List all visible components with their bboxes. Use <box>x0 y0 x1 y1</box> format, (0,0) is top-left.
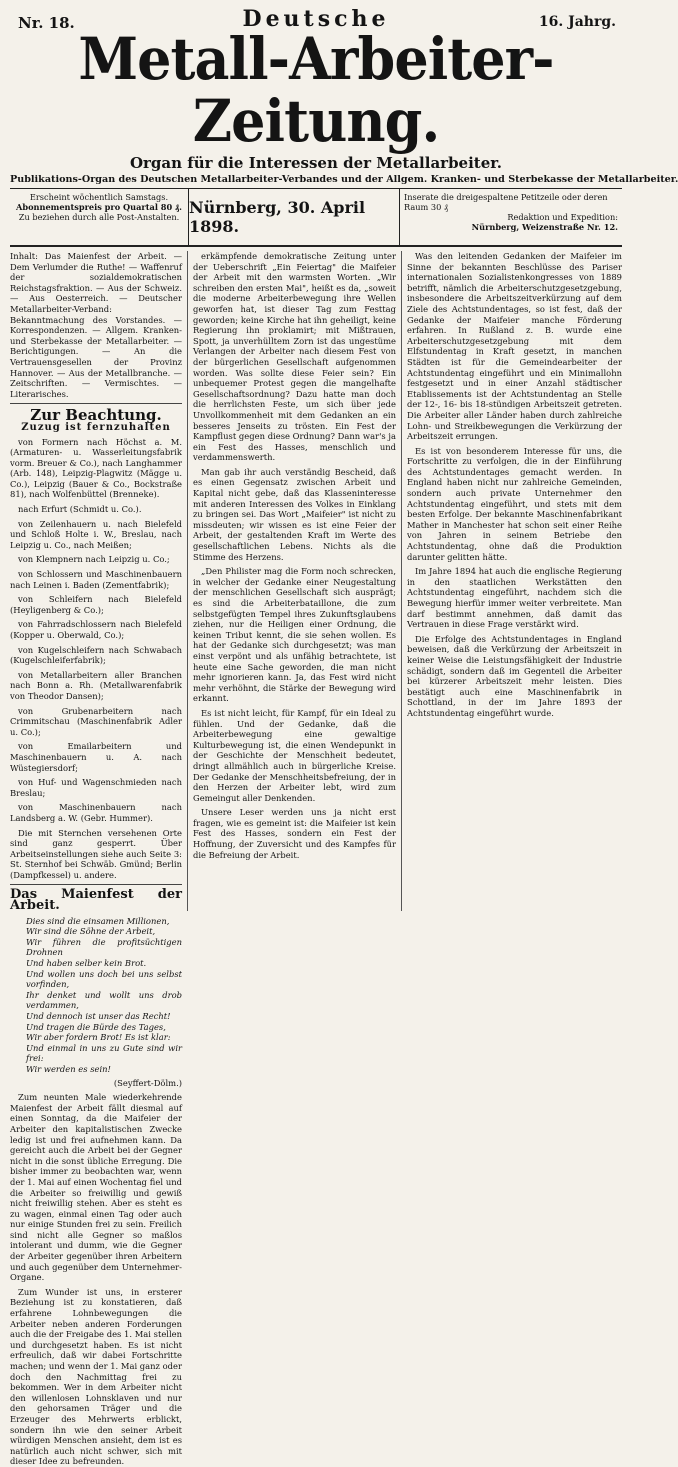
poem-line: Und dennoch ist unser das Recht! <box>26 1011 171 1021</box>
subscription-info <box>10 189 189 245</box>
notice-item: von Metallarbeitern aller Branchen nach Bonn a. Rh. (Metallwarenfabrik von Theodor Dansen); <box>10 669 182 701</box>
article-paragraph: Es ist von besonderem Interesse für uns, die Fortschritte zu verfolgen, die in der Einführung des Achtstundentages gemacht werden. In England haben nicht nur zahlreiche Gemeinden, sondern auch private Unternehmer den Achtstundentag eingeführt, und stets mit dem besten Erfolge. Der bekannte Maschinenfabrikant Mather in Manchester hat schon seit einer Reihe von Jahren in seinem Betriebe den Achtstundentag, ohne daß die Produktion darunter gelitten hätte. <box>407 445 622 562</box>
article-paragraph: Was den leitenden Gedanken der Maifeier im Sinne der bekannten Beschlüsse des Pariser internationalen Sozialistenkongresses von 1889 betrifft, nämlich die Arbeiterschutzgesetzgebung, insbesondere die Arbeitszeitverkürzung auf dem Ziele des Achtstundentages, so ist fest, daß der Gedanke der Maifeier manche Förderung erfahren. In Rußland z. B. wurde eine Arbeiterschutzgesetzgebung mit dem Elfstundentag in Kraft gesetzt, in manchen Städten ist für die Gemeindearbeiter der Achtstundentag eingeführt und ein Minimallohn festgesetzt und in einer Anzahl städtischer Etablissements ist der Achtstundentag an Stelle der 12-, 16- bis 18-stündigen Arbeitszeit getreten. Die Arbeiter aller Länder haben durch zahlreiche Lohn- und Streikbewegungen die Verkürzung der Arbeitszeit errungen. <box>407 251 622 442</box>
article-paragraph: erkämpfende demokratische Zeitung unter der Ueberschrift „Ein Feiertag" die Maifeier der Arbeit mit den warmsten Worten. „Wir schreiben den ersten Mai", heißt es da, „soweit die moderne Arbeiterbewegung ihre Wellen geworfen hat, ist dieser Tag zum Festtag geworden; keine Kirche hat ihn geheiligt, keine Regierung ihn proklamirt; mit Mißtrauen, Spott, ja unverhülltem Zorn ist das ungestüme Verlangen der Arbeiter nach diesem Fest von der bürgerlichen Gesellschaft aufgenommen worden. Was sollte diese Feier sein? Ein unbequemer Protest gegen die mangelhafte Gesellschaftsordnung? Dazu hatte man doch die herrlichsten Feste, um sich über jede Unvollkommenheit mit dem Gedanken an ein besseres Jenseits zu trösten. Ein Fest der Kampflust gegen diese Ordnung? Dann war's ja ein Fest des Hasses, menschlich und verdammenswerth. <box>193 251 396 463</box>
divider <box>10 403 182 404</box>
poem-line: Wir aber fordern Brot! Es ist klar: <box>26 1032 171 1043</box>
poem-author: (Seyffert-Dölm.) <box>113 1077 182 1088</box>
notice-item: von Emailarbeitern und Maschinenbauern u. A. nach Wüstegiersdorf; <box>10 741 182 773</box>
notice-item: von Kugelschleifern nach Schwabach (Kugelschleiferfabrik); <box>10 644 182 666</box>
notice-heading: Zur Beachtung. <box>30 406 162 425</box>
divider <box>10 884 182 885</box>
article-paragraph: Es ist nicht leicht, für Kampf, für ein Ideal zu fühlen. Und der Gedanke, daß die Arbeiterbewegung eine gewaltige Kulturbewegung ist, die einen Wendepunkt in der Geschichte der Menschheit bedeutet, dringt allmählich auch in bürgerliche Kreise. Der Gedanke der Menschheitsbefreiung, der in den Herzen der Arbeiter lebt, wird zum Gemeingut aller Denkenden. <box>193 707 396 803</box>
info-address: Nürnberg, Weizenstraße Nr. 12. <box>471 222 618 232</box>
notice-item: von Zeilenhauern u. nach Bielefeld und Schloß Holte i. W., Breslau, nach Leipzig u. Co., nach Meißen; <box>10 518 182 550</box>
advert-info <box>400 189 622 245</box>
poem-line: Wir sind die Söhne der Arbeit, <box>26 926 156 937</box>
article-paragraph: „Den Philister mag die Form noch schrecken, in welcher der Gedanke einer Neugestaltung der menschlichen Gesellschaft sich ausprägt; es sind die Arbeiterbataillone, die zum selbstgefügten Tempel ihres Zukunftsglaubens ziehen, nur die Heiligen einer Ordnung, die keinen Tribut kennt, die sie sehen wollen. Es hat der Gedanke sich durchgesetzt; was man einst verpönt und als unfähig betrachtete, ist heute eine Sache geworden, die man nicht mehr ignorieren kann. Ja, das Fest wird nicht mehr verhöhnt, die Stärke der Bewegung wird erkannt. <box>193 566 396 704</box>
poem-line: Dies sind die einsamen Millionen, <box>26 915 170 926</box>
organ-subtitle: Organ für die Interessen der Metallarbeiter. <box>129 154 503 172</box>
column-2 <box>188 251 402 911</box>
article-paragraph: Die Erfolge des Achtstundentages in England beweisen, daß die Verkürzung der Arbeitszeit in keiner Weise die Leistungsfähigkeit der Industrie schädigt, sondern daß im Gegenteil die Arbeiter bei kürzerer Arbeitszeit mehr leisten. Dies bestätigt auch eine Maschinenfabrik in Schottland, in der im Jahre 1893 der Achtstundentag eingeführt wurde. <box>407 633 622 718</box>
poem-line: Und tragen die Bürde des Tages, <box>26 1021 166 1032</box>
poem-line: Wir werden es sein! <box>26 1063 111 1074</box>
issue-date: Nürnberg, 30. April 1898. <box>189 189 400 245</box>
article-paragraph: Zum Wunder ist uns, in ersterer Beziehung ist zu konstatieren, daß erfahrene Lohnbewegungen die Arbeiter neben anderen Forderungen auch die der Freigabe des 1. Mai stellen und durchgesetzt haben. Es ist nicht erfreulich, daß wir dabei Fortschritte machen; und wenn der 1. Mai ganz oder doch den Nachmittag frei zu bekommen. Wer in dem Arbeiter nicht den willenlosen Lohnsklaven und nur den gehorsamen Träger und die Erzeuger des Mehrwerts erblickt, sondern ihn wie den seiner Arbeit würdigen Menschen ansieht, dem ist es natürlich auch nicht schwer, sich mit dieser Idee zu befreunden. <box>10 1286 182 1467</box>
poem-line: Und einmal in uns zu Gute sind wir frei: <box>26 1042 182 1064</box>
article-paragraph: Zum neunten Male wiederkehrende Maienfest der Arbeit fällt diesmal auf einen Sonntag, da die Maifeier der Arbeiter den kapitalistischen Zwecke ledig ist und frei aufnehmen kann. Da gereicht auch die Arbeit bei der Gegner nicht in die sonst übliche Erregung. Die bisher immer zu beobachten war, wenn der 1. Mai auf einen Wochentag fiel und die Arbeiter so freiwillig und gewiß nicht freiwillig stehen. Aber es steht es zu wagen, einmal einen Tag oder auch nur einige Stunden frei zu sein. Freilich sind nicht alle Gegner so maßlos intolerant und dumm, wie die Gegner der Arbeiter gegenüber ihren Arbeitern und auch gegenüber dem Unternehmer-Organe. <box>10 1092 182 1283</box>
notice-item: von Fahrradschlossern nach Bielefeld (Kopper u. Oberwald, Co.); <box>10 619 182 640</box>
notice-item: von Huf- und Wagenschmieden nach Breslau; <box>10 777 182 798</box>
notice-item: von Klempnern nach Leipzig u. Co.; <box>18 554 170 565</box>
publication-line: Publikations-Organ des Deutschen Metallarbeiter-Verbandes und der Allgem. Kranken- und Sterbekasse der Metallarbeiter. <box>10 174 622 189</box>
article-paragraph: Unsere Leser werden uns ja nicht erst fragen, wie es gemeint ist: die Maifeier ist kein Fest des Hasses, sondern ein Fest der Hoffnung, der Zuversicht und des Kampfes für die Befreiung der Arbeit. <box>193 807 396 860</box>
poem-line: Und wollen uns doch bei uns selbst vorfinden, <box>26 968 182 990</box>
article-paragraph: Man gab ihr auch verständig Bescheid, daß es einen Gegensatz zwischen Arbeit und Kapital nicht gebe, daß das Klasseninteresse mit anderen Interessen des Volkes in Einklang zu bringen sei. Das Wort „Maifeier" ist nicht zu missdeuten; wir wissen es ist eine Feier der Arbeit, der gestaltenden Kraft im Werte des gesellschaftlichen Lebens. Nichts als die Stimme des Herzens. <box>193 466 396 562</box>
poem <box>10 916 182 1075</box>
notice-item: von Maschinenbauern nach Landsberg a. W. (Gebr. Hummer). <box>10 802 182 823</box>
info-postal: Zu beziehen durch alle Post-Anstalten. <box>18 212 180 222</box>
article-title: Das Maienfest der Arbeit. <box>10 887 182 914</box>
column-1 <box>10 251 188 1467</box>
info-inserate: Inserate die dreigespaltene Petitzeile oder deren Raum 30 ₰ <box>404 192 608 212</box>
notice-footnote: Die mit Sternchen versehenen Orte sind ganz gesperrt. Über Arbeitseinstellungen siehe auch Seite 3: St. Sternhof bei Schwäb. Gmünd; Berlin (Dampfkessel) u. andere. <box>10 827 182 880</box>
volume-year: 16. Jahrg. <box>538 14 616 30</box>
header-deutsche: Deutsche <box>242 6 390 32</box>
notice-item: von Schlossern und Maschinenbauern nach Leinen i. Baden (Zementfabrik); <box>10 569 182 590</box>
notice-item: nach Erfurt (Schmidt u. Co.). <box>18 504 142 515</box>
info-bar <box>10 189 622 247</box>
article-columns <box>10 247 622 1467</box>
masthead-title: Metall-Arbeiter-Zeitung. <box>78 25 554 155</box>
info-frequency: Erscheint wöchentlich Samstags. <box>29 192 169 202</box>
notice-item: von Schleifern nach Bielefeld (Heyligenberg & Co.); <box>10 594 182 615</box>
notice-subheading: Zuzug ist fernzuhalten <box>21 421 171 433</box>
table-of-contents: Inhalt: Das Maienfest der Arbeit. — Dem Verlumder die Ruthe! — Waffenruf der sozialdemokratischen Reichstagsfraktion. — Aus der Schweiz. — Aus Oesterreich. — Deutscher Metallarbeiter-Verband: Bekanntmachung des Vorstandes. — Korrespondenzen. — Allgem. Kranken- und Sterbekasse der Metallarbeiter. — Berichtigungen. — An die Vertrauensgesellen der Provinz Hannover. — Aus der Metallbranche. — Zeitschriften. — Vermischtes. — Literarisches. <box>10 251 182 399</box>
article-paragraph: Im Jahre 1894 hat auch die englische Regierung in den staatlichen Werkstätten den Achtstundentag eingeführt, nachdem sich die Bewegung hierfür immer weiter verbreitete. Man darf bestimmt annehmen, daß damit das Vertrauen in diese Frage verstärkt wird. <box>407 566 622 630</box>
issue-number: Nr. 18. <box>18 14 75 32</box>
notice-item: von Formern nach Höchst a. M. (Armaturen- u. Wasserleitungsfabrik vorm. Breuer & Co.), nach Langhammer (Arb. 148), Leipzig-Plagwitz (Mägge u. Co.), Leipzig (Bauer & Co., Bockstraße 81), nach Wolfenbüttel (Brenneke). <box>10 436 182 500</box>
info-redaktion: Redaktion und Expedition: <box>507 212 618 222</box>
column-3 <box>402 251 622 911</box>
poem-line: Wir führen die profitsüchtigen Drohnen <box>26 936 182 958</box>
poem-line: Ihr denket und wollt uns drob verdammen, <box>26 989 182 1011</box>
notice-item: von Grubenarbeitern nach Crimmitschau (Maschinenfabrik Adler u. Co.); <box>10 705 182 737</box>
info-price: Abonnementspreis pro Quartal 80 ₰. <box>16 202 182 212</box>
poem-line: Und haben selber kein Brot. <box>26 958 147 969</box>
